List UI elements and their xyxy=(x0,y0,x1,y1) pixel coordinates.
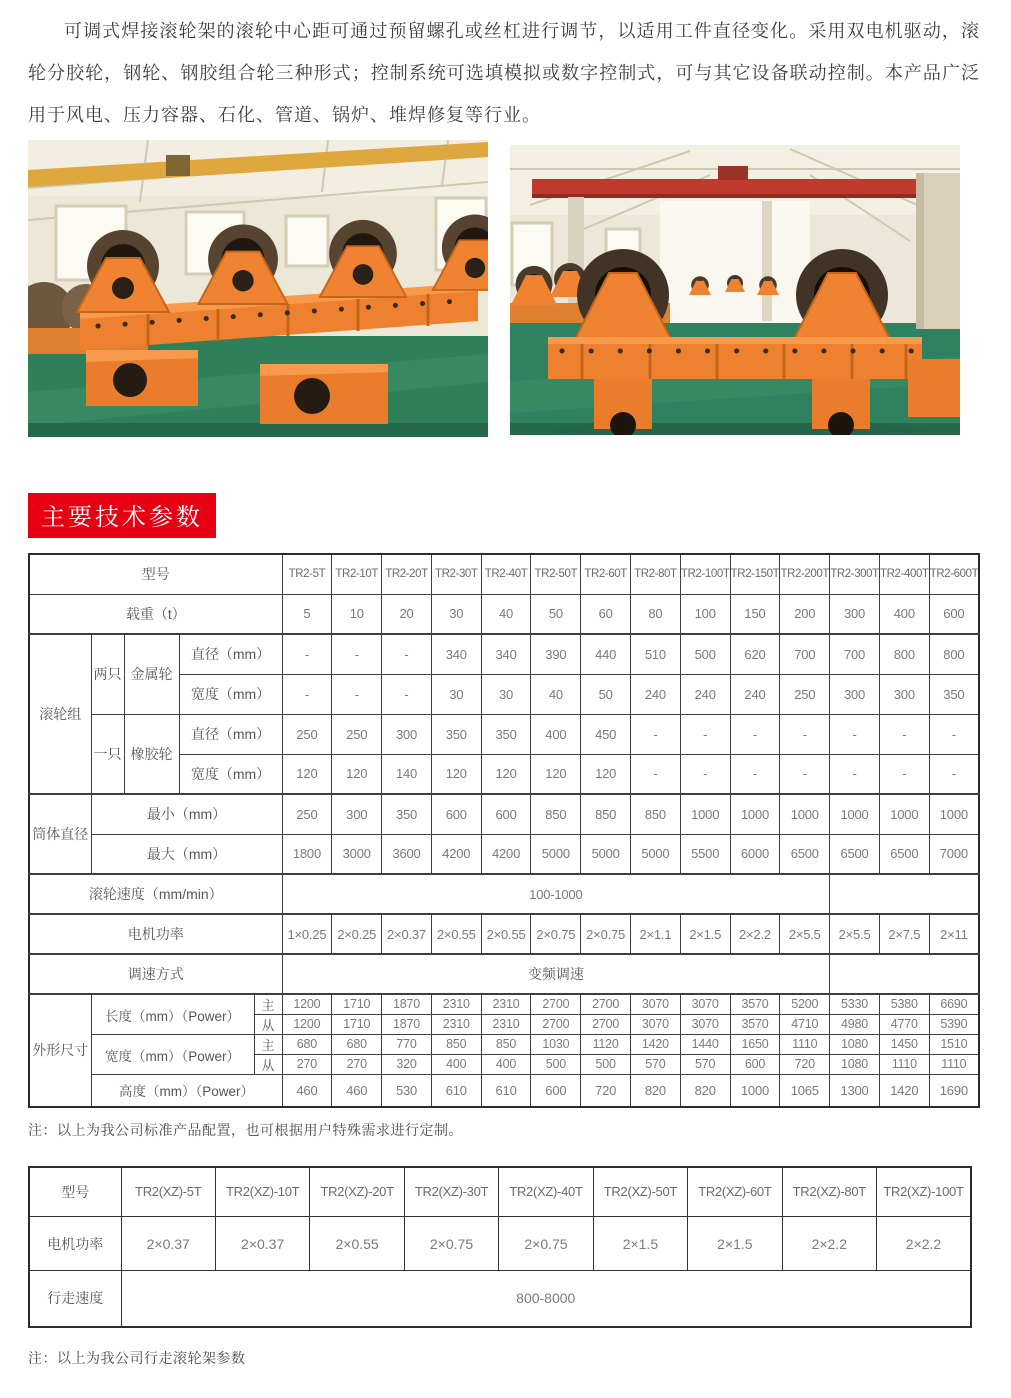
note-walking-params: 注：以上为我公司行走滚轮架参数 xyxy=(28,1349,246,1366)
width-master-cell: 1450 xyxy=(879,1035,929,1055)
length-slave-cell: 2310 xyxy=(431,1015,481,1035)
speed-mode-value: 变频调速 xyxy=(282,954,830,994)
rubber-diameter-cell: 400 xyxy=(531,714,581,754)
motor-power-cell: 2×1.5 xyxy=(680,914,730,954)
label-slave: 从 xyxy=(254,1055,282,1075)
roller-speed-empty-cell xyxy=(830,874,979,914)
length-master-cell: 2700 xyxy=(581,994,631,1015)
length-slave-cell: 3070 xyxy=(631,1015,681,1035)
walking-motor-power-cell: 2×0.75 xyxy=(499,1217,593,1271)
load-cell: 5 xyxy=(282,594,332,634)
metal-width-cell: 40 xyxy=(531,674,581,714)
load-cell: 200 xyxy=(780,594,830,634)
rubber-diameter-cell: - xyxy=(830,714,880,754)
metal-diameter-cell: 800 xyxy=(879,634,929,674)
rubber-width-cell: 120 xyxy=(531,754,581,794)
length-master-cell: 3570 xyxy=(730,994,780,1015)
metal-width-cell: 30 xyxy=(431,674,481,714)
width-slave-cell: 270 xyxy=(332,1055,382,1075)
rubber-diameter-cell: 450 xyxy=(581,714,631,754)
rubber-diameter-cell: - xyxy=(631,714,681,754)
label-cylinder-diameter: 筒体直径 xyxy=(29,794,91,874)
rubber-width-cell: - xyxy=(830,754,880,794)
label-max: 最大（mm） xyxy=(91,834,282,874)
cylinder-min-cell: 350 xyxy=(382,794,432,834)
length-slave-cell: 3070 xyxy=(680,1015,730,1035)
cylinder-max-cell: 6500 xyxy=(879,834,929,874)
motor-power-cell: 2×0.75 xyxy=(581,914,631,954)
metal-width-cell: - xyxy=(332,674,382,714)
rubber-width-cell: 120 xyxy=(282,754,332,794)
length-slave-cell: 1200 xyxy=(282,1015,332,1035)
model-header-cell: TR2-600T xyxy=(929,554,979,594)
cylinder-min-cell: 600 xyxy=(481,794,531,834)
width-slave-cell: 600 xyxy=(730,1055,780,1075)
width-slave-cell: 1080 xyxy=(830,1055,880,1075)
width-slave-cell: 570 xyxy=(631,1055,681,1075)
rubber-width-cell: 120 xyxy=(431,754,481,794)
label-load: 载重（t） xyxy=(29,594,282,634)
cylinder-min-cell: 1000 xyxy=(780,794,830,834)
metal-diameter-cell: - xyxy=(282,634,332,674)
rubber-width-cell: - xyxy=(780,754,830,794)
motor-power-cell: 2×7.5 xyxy=(879,914,929,954)
rubber-width-cell: 120 xyxy=(332,754,382,794)
rubber-diameter-cell: 350 xyxy=(431,714,481,754)
cylinder-max-cell: 3600 xyxy=(382,834,432,874)
rubber-diameter-cell: 250 xyxy=(282,714,332,754)
length-master-cell: 3070 xyxy=(680,994,730,1015)
label-speed-mode: 调速方式 xyxy=(29,954,282,994)
model-header-cell: TR2-10T xyxy=(332,554,382,594)
rubber-diameter-cell: - xyxy=(780,714,830,754)
cylinder-max-cell: 4200 xyxy=(431,834,481,874)
length-slave-cell: 2700 xyxy=(531,1015,581,1035)
length-slave-cell: 2700 xyxy=(581,1015,631,1035)
factory-photo-side-view-svg xyxy=(28,140,488,437)
length-slave-cell: 1710 xyxy=(332,1015,382,1035)
width-master-cell: 1110 xyxy=(780,1035,830,1055)
rubber-width-cell: - xyxy=(631,754,681,794)
walking-model-header-cell: TR2(XZ)-100T xyxy=(877,1167,972,1217)
cylinder-min-cell: 850 xyxy=(631,794,681,834)
motor-power-cell: 2×0.25 xyxy=(332,914,382,954)
rubber-diameter-cell: - xyxy=(680,714,730,754)
rubber-width-cell: 120 xyxy=(581,754,631,794)
length-master-cell: 3070 xyxy=(631,994,681,1015)
cylinder-min-cell: 1000 xyxy=(879,794,929,834)
metal-width-cell: 240 xyxy=(631,674,681,714)
width-slave-cell: 270 xyxy=(282,1055,332,1075)
length-slave-cell: 1870 xyxy=(382,1015,432,1035)
metal-width-cell: 300 xyxy=(830,674,880,714)
section-title-banner: 主要技术参数 xyxy=(28,493,216,538)
cylinder-min-cell: 600 xyxy=(431,794,481,834)
cylinder-max-cell: 5000 xyxy=(531,834,581,874)
rubber-width-cell: 120 xyxy=(481,754,531,794)
model-header-cell: TR2-300T xyxy=(830,554,880,594)
width-master-cell: 1510 xyxy=(929,1035,979,1055)
width-master-cell: 850 xyxy=(481,1035,531,1055)
walking-motor-power-cell: 2×0.55 xyxy=(310,1217,404,1271)
roller-speed-value: 100-1000 xyxy=(282,874,830,914)
rubber-diameter-cell: - xyxy=(879,714,929,754)
cylinder-min-cell: 850 xyxy=(531,794,581,834)
walking-speed-value: 800-8000 xyxy=(121,1271,971,1327)
rubber-width-cell: - xyxy=(680,754,730,794)
metal-width-cell: - xyxy=(382,674,432,714)
width-master-cell: 1080 xyxy=(830,1035,880,1055)
walking-model-header-cell: TR2(XZ)-40T xyxy=(499,1167,593,1217)
factory-photo-front-view-svg xyxy=(510,145,960,435)
width-slave-cell: 320 xyxy=(382,1055,432,1075)
cylinder-min-cell: 850 xyxy=(581,794,631,834)
width-slave-cell: 720 xyxy=(780,1055,830,1075)
label-diameter: 直径（mm） xyxy=(179,714,282,754)
note-standard-config: 注：以上为我公司标准产品配置，也可根据用户特殊需求进行定制。 xyxy=(28,1121,463,1138)
motor-power-cell: 2×5.5 xyxy=(780,914,830,954)
width-slave-cell: 400 xyxy=(431,1055,481,1075)
walking-model-header-cell: TR2(XZ)-80T xyxy=(782,1167,876,1217)
model-header-cell: TR2-30T xyxy=(431,554,481,594)
rubber-diameter-cell: 350 xyxy=(481,714,531,754)
metal-diameter-cell: 440 xyxy=(581,634,631,674)
walking-model-header-cell: TR2(XZ)-60T xyxy=(688,1167,782,1217)
width-slave-cell: 1110 xyxy=(879,1055,929,1075)
motor-power-cell: 2×0.55 xyxy=(431,914,481,954)
label-width-dimension: 宽度（mm）（Power） xyxy=(91,1035,254,1075)
load-cell: 150 xyxy=(730,594,780,634)
model-header-cell: TR2-20T xyxy=(382,554,432,594)
width-master-cell: 1440 xyxy=(680,1035,730,1055)
load-cell: 40 xyxy=(481,594,531,634)
model-header-cell: TR2-200T xyxy=(780,554,830,594)
height-cell: 1300 xyxy=(830,1075,880,1107)
load-cell: 50 xyxy=(531,594,581,634)
cylinder-max-cell: 5000 xyxy=(631,834,681,874)
rubber-diameter-cell: - xyxy=(730,714,780,754)
motor-power-cell: 2×0.55 xyxy=(481,914,531,954)
width-master-cell: 680 xyxy=(282,1035,332,1055)
length-master-cell: 2310 xyxy=(431,994,481,1015)
cylinder-min-cell: 250 xyxy=(282,794,332,834)
load-cell: 400 xyxy=(879,594,929,634)
factory-photo-side-view xyxy=(28,140,488,437)
load-cell: 20 xyxy=(382,594,432,634)
model-header-cell: TR2-80T xyxy=(631,554,681,594)
metal-diameter-cell: 510 xyxy=(631,634,681,674)
rubber-diameter-cell: 300 xyxy=(382,714,432,754)
metal-width-cell: 350 xyxy=(929,674,979,714)
walking-motor-power-cell: 2×2.2 xyxy=(782,1217,876,1271)
width-slave-cell: 1110 xyxy=(929,1055,979,1075)
height-cell: 460 xyxy=(282,1075,332,1107)
metal-diameter-cell: - xyxy=(332,634,382,674)
width-slave-cell: 500 xyxy=(581,1055,631,1075)
length-master-cell: 5380 xyxy=(879,994,929,1015)
label-dimensions: 外形尺寸 xyxy=(29,994,91,1107)
label-one-wheel: 一只 xyxy=(91,714,124,794)
walking-motor-power-cell: 2×1.5 xyxy=(593,1217,687,1271)
walking-motor-power-cell: 2×0.75 xyxy=(404,1217,498,1271)
label-slave: 从 xyxy=(254,1015,282,1035)
metal-width-cell: 30 xyxy=(481,674,531,714)
walking-spec-table xyxy=(28,1166,972,1328)
load-cell: 60 xyxy=(581,594,631,634)
cylinder-max-cell: 7000 xyxy=(929,834,979,874)
label-rubber-wheel: 橡胶轮 xyxy=(124,714,179,794)
metal-width-cell: 240 xyxy=(730,674,780,714)
height-cell: 1065 xyxy=(780,1075,830,1107)
metal-width-cell: 250 xyxy=(780,674,830,714)
motor-power-cell: 2×0.75 xyxy=(531,914,581,954)
width-master-cell: 1420 xyxy=(631,1035,681,1055)
load-cell: 300 xyxy=(830,594,880,634)
model-header-cell: TR2-5T xyxy=(282,554,332,594)
metal-diameter-cell: - xyxy=(382,634,432,674)
width-master-cell: 770 xyxy=(382,1035,432,1055)
label-height: 高度（mm）（Power） xyxy=(91,1075,282,1107)
model-header-cell: TR2-100T xyxy=(680,554,730,594)
metal-width-cell: 300 xyxy=(879,674,929,714)
label-master: 主 xyxy=(254,994,282,1015)
cylinder-max-cell: 1800 xyxy=(282,834,332,874)
catalog-page xyxy=(28,0,980,1368)
label-master: 主 xyxy=(254,1035,282,1055)
motor-power-cell: 2×1.1 xyxy=(631,914,681,954)
length-master-cell: 5330 xyxy=(830,994,880,1015)
width-master-cell: 680 xyxy=(332,1035,382,1055)
metal-diameter-cell: 340 xyxy=(481,634,531,674)
width-master-cell: 850 xyxy=(431,1035,481,1055)
height-cell: 720 xyxy=(581,1075,631,1107)
length-slave-cell: 3570 xyxy=(730,1015,780,1035)
cylinder-min-cell: 1000 xyxy=(830,794,880,834)
model-header-cell: TR2-150T xyxy=(730,554,780,594)
label-diameter: 直径（mm） xyxy=(179,634,282,674)
model-header-cell: TR2-60T xyxy=(581,554,631,594)
load-cell: 10 xyxy=(332,594,382,634)
height-cell: 820 xyxy=(631,1075,681,1107)
cylinder-min-cell: 1000 xyxy=(929,794,979,834)
metal-width-cell: 240 xyxy=(680,674,730,714)
motor-power-cell: 2×11 xyxy=(929,914,979,954)
cylinder-max-cell: 6500 xyxy=(780,834,830,874)
width-master-cell: 1120 xyxy=(581,1035,631,1055)
length-slave-cell: 4980 xyxy=(830,1015,880,1035)
metal-diameter-cell: 390 xyxy=(531,634,581,674)
metal-width-cell: 50 xyxy=(581,674,631,714)
metal-width-cell: - xyxy=(282,674,332,714)
walking-motor-power-cell: 2×0.37 xyxy=(121,1217,215,1271)
rubber-width-cell: - xyxy=(879,754,929,794)
cylinder-min-cell: 1000 xyxy=(680,794,730,834)
model-header-cell: TR2-40T xyxy=(481,554,531,594)
label-walking-speed: 行走速度 xyxy=(29,1271,121,1327)
height-cell: 610 xyxy=(481,1075,531,1107)
length-master-cell: 1200 xyxy=(282,994,332,1015)
product-photos xyxy=(28,140,980,437)
height-cell: 460 xyxy=(332,1075,382,1107)
rubber-diameter-cell: 250 xyxy=(332,714,382,754)
label-motor-power: 电机功率 xyxy=(29,914,282,954)
cylinder-max-cell: 5500 xyxy=(680,834,730,874)
length-master-cell: 5200 xyxy=(780,994,830,1015)
width-master-cell: 1650 xyxy=(730,1035,780,1055)
cylinder-max-cell: 3000 xyxy=(332,834,382,874)
metal-diameter-cell: 700 xyxy=(830,634,880,674)
height-cell: 600 xyxy=(531,1075,581,1107)
height-cell: 1690 xyxy=(929,1075,979,1107)
factory-photo-front-view xyxy=(510,145,960,435)
length-slave-cell: 2310 xyxy=(481,1015,531,1035)
motor-power-cell: 2×0.37 xyxy=(382,914,432,954)
label-roller-speed: 滚轮速度（mm/min） xyxy=(29,874,282,914)
width-slave-cell: 570 xyxy=(680,1055,730,1075)
walking-motor-power-cell: 2×2.2 xyxy=(877,1217,972,1271)
motor-power-cell: 2×5.5 xyxy=(830,914,880,954)
metal-diameter-cell: 500 xyxy=(680,634,730,674)
width-master-cell: 1030 xyxy=(531,1035,581,1055)
length-master-cell: 2700 xyxy=(531,994,581,1015)
motor-power-cell: 1×0.25 xyxy=(282,914,332,954)
label-width: 宽度（mm） xyxy=(179,754,282,794)
length-master-cell: 1710 xyxy=(332,994,382,1015)
length-master-cell: 2310 xyxy=(481,994,531,1015)
walking-model-header-cell: TR2(XZ)-20T xyxy=(310,1167,404,1217)
cylinder-min-cell: 300 xyxy=(332,794,382,834)
height-cell: 530 xyxy=(382,1075,432,1107)
label-roller-group: 滚轮组 xyxy=(29,634,91,794)
walking-model-header-cell: TR2(XZ)-10T xyxy=(215,1167,309,1217)
walking-model-header-cell: TR2(XZ)-30T xyxy=(404,1167,498,1217)
label-walking-model: 型号 xyxy=(29,1167,121,1217)
label-walking-motor-power: 电机功率 xyxy=(29,1217,121,1271)
height-cell: 1420 xyxy=(879,1075,929,1107)
label-metal-wheel: 金属轮 xyxy=(124,634,179,714)
motor-power-cell: 2×2.2 xyxy=(730,914,780,954)
rubber-width-cell: - xyxy=(730,754,780,794)
metal-diameter-cell: 700 xyxy=(780,634,830,674)
speed-mode-empty-cell xyxy=(830,954,979,994)
label-model: 型号 xyxy=(29,554,282,594)
model-header-cell: TR2-400T xyxy=(879,554,929,594)
metal-diameter-cell: 340 xyxy=(431,634,481,674)
length-slave-cell: 4710 xyxy=(780,1015,830,1035)
walking-model-header-cell: TR2(XZ)-50T xyxy=(593,1167,687,1217)
load-cell: 30 xyxy=(431,594,481,634)
walking-motor-power-cell: 2×1.5 xyxy=(688,1217,782,1271)
walking-motor-power-cell: 2×0.37 xyxy=(215,1217,309,1271)
height-cell: 610 xyxy=(431,1075,481,1107)
cylinder-max-cell: 4200 xyxy=(481,834,531,874)
cylinder-max-cell: 5000 xyxy=(581,834,631,874)
height-cell: 1000 xyxy=(730,1075,780,1107)
cylinder-min-cell: 1000 xyxy=(730,794,780,834)
length-slave-cell: 5390 xyxy=(929,1015,979,1035)
length-master-cell: 6690 xyxy=(929,994,979,1015)
label-length: 长度（mm）（Power） xyxy=(91,994,254,1035)
cylinder-max-cell: 6500 xyxy=(830,834,880,874)
width-slave-cell: 500 xyxy=(531,1055,581,1075)
main-spec-table xyxy=(28,553,980,1108)
rubber-diameter-cell: - xyxy=(929,714,979,754)
rubber-width-cell: - xyxy=(929,754,979,794)
height-cell: 820 xyxy=(680,1075,730,1107)
cylinder-max-cell: 6000 xyxy=(730,834,780,874)
metal-diameter-cell: 800 xyxy=(929,634,979,674)
rubber-width-cell: 140 xyxy=(382,754,432,794)
intro-paragraph: 可调式焊接滚轮架的滚轮中心距可通过预留螺孔或丝杠进行调节，以适用工件直径变化。采用双电机驱动，滚轮分胶轮，钢轮、钢胶组合轮三种形式；控制系统可选填模拟或数字控制式，可与其它设备联动控制。本产品广泛用于风电、压力容器、石化、管道、锅炉、堆焊修复等行业。 xyxy=(28,21,980,125)
load-cell: 80 xyxy=(631,594,681,634)
model-header-cell: TR2-50T xyxy=(531,554,581,594)
length-master-cell: 1870 xyxy=(382,994,432,1015)
width-slave-cell: 400 xyxy=(481,1055,531,1075)
label-width: 宽度（mm） xyxy=(179,674,282,714)
load-cell: 600 xyxy=(929,594,979,634)
walking-model-header-cell: TR2(XZ)-5T xyxy=(121,1167,215,1217)
metal-diameter-cell: 620 xyxy=(730,634,780,674)
load-cell: 100 xyxy=(680,594,730,634)
label-min: 最小（mm） xyxy=(91,794,282,834)
length-slave-cell: 4770 xyxy=(879,1015,929,1035)
label-two-wheels: 两只 xyxy=(91,634,124,714)
